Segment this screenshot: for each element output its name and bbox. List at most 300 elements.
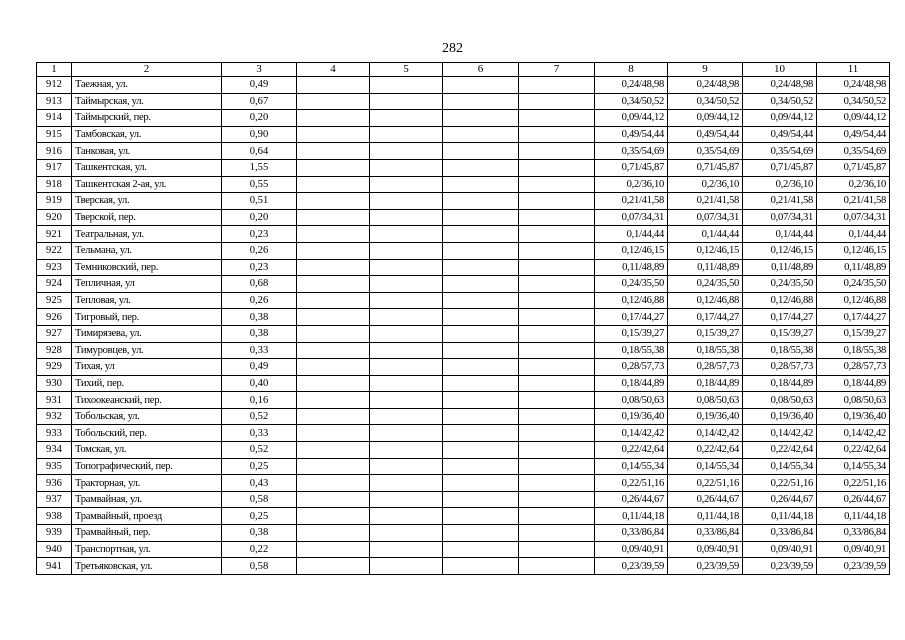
ratio-value: 0,24/35,50 <box>595 276 668 293</box>
table-row <box>37 558 890 575</box>
ratio-value: 0,18/44,89 <box>595 375 668 392</box>
ratio-value: 0,35/54,69 <box>668 143 743 160</box>
empty-cell <box>370 309 443 326</box>
empty-cell <box>443 558 519 575</box>
length-value: 0,43 <box>222 475 297 492</box>
street-name: Транспортная, ул. <box>72 541 222 558</box>
row-number: 912 <box>37 77 72 94</box>
empty-cell <box>297 558 370 575</box>
row-number: 940 <box>37 541 72 558</box>
empty-cell <box>297 375 370 392</box>
empty-cell <box>443 541 519 558</box>
column-header: 2 <box>72 63 222 77</box>
length-value: 0,23 <box>222 226 297 243</box>
ratio-value: 0,1/44,44 <box>743 226 817 243</box>
empty-cell <box>297 93 370 110</box>
empty-cell <box>297 259 370 276</box>
ratio-value: 0,14/55,34 <box>817 458 890 475</box>
empty-cell <box>519 491 595 508</box>
ratio-value: 0,18/44,89 <box>817 375 890 392</box>
empty-cell <box>443 193 519 210</box>
empty-cell <box>370 425 443 442</box>
street-name: Таймырский, пер. <box>72 110 222 127</box>
length-value: 0,64 <box>222 143 297 160</box>
ratio-value: 0,22/42,64 <box>668 442 743 459</box>
ratio-value: 0,14/42,42 <box>743 425 817 442</box>
row-number: 927 <box>37 325 72 342</box>
ratio-value: 0,24/48,98 <box>743 77 817 94</box>
street-name: Трамвайный, пер. <box>72 525 222 542</box>
empty-cell <box>519 508 595 525</box>
street-name: Таежная, ул. <box>72 77 222 94</box>
ratio-value: 0,08/50,63 <box>595 392 668 409</box>
ratio-value: 0,23/39,59 <box>668 558 743 575</box>
table-row <box>37 143 890 160</box>
empty-cell <box>370 259 443 276</box>
length-value: 0,26 <box>222 292 297 309</box>
ratio-value: 0,17/44,27 <box>743 309 817 326</box>
ratio-value: 0,21/41,58 <box>817 193 890 210</box>
empty-cell <box>370 176 443 193</box>
ratio-value: 0,15/39,27 <box>743 325 817 342</box>
empty-cell <box>297 508 370 525</box>
empty-cell <box>370 508 443 525</box>
table-row <box>37 392 890 409</box>
empty-cell <box>370 475 443 492</box>
table-row <box>37 276 890 293</box>
ratio-value: 0,18/44,89 <box>743 375 817 392</box>
ratio-value: 0,24/48,98 <box>817 77 890 94</box>
ratio-value: 0,19/36,40 <box>817 408 890 425</box>
ratio-value: 0,35/54,69 <box>817 143 890 160</box>
table-row <box>37 159 890 176</box>
empty-cell <box>370 491 443 508</box>
empty-cell <box>297 458 370 475</box>
empty-cell <box>519 143 595 160</box>
empty-cell <box>519 458 595 475</box>
row-number: 918 <box>37 176 72 193</box>
ratio-value: 0,07/34,31 <box>668 209 743 226</box>
ratio-value: 0,49/54,44 <box>743 126 817 143</box>
ratio-value: 0,11/48,89 <box>743 259 817 276</box>
table-row <box>37 342 890 359</box>
ratio-value: 0,1/44,44 <box>668 226 743 243</box>
street-name: Таймырская, ул. <box>72 93 222 110</box>
ratio-value: 0,11/44,18 <box>743 508 817 525</box>
empty-cell <box>519 558 595 575</box>
empty-cell <box>297 475 370 492</box>
empty-cell <box>519 159 595 176</box>
street-name: Томская, ул. <box>72 442 222 459</box>
ratio-value: 0,17/44,27 <box>595 309 668 326</box>
empty-cell <box>297 126 370 143</box>
ratio-value: 0,19/36,40 <box>743 408 817 425</box>
row-number: 935 <box>37 458 72 475</box>
ratio-value: 0,35/54,69 <box>743 143 817 160</box>
ratio-value: 0,18/55,38 <box>668 342 743 359</box>
ratio-value: 0,17/44,27 <box>817 309 890 326</box>
ratio-value: 0,33/86,84 <box>817 525 890 542</box>
column-header: 6 <box>443 63 519 77</box>
empty-cell <box>297 110 370 127</box>
ratio-value: 0,1/44,44 <box>817 226 890 243</box>
ratio-value: 0,07/34,31 <box>817 209 890 226</box>
empty-cell <box>443 408 519 425</box>
ratio-value: 0,49/54,44 <box>817 126 890 143</box>
ratio-value: 0,14/55,34 <box>668 458 743 475</box>
street-name: Трамвайный, проезд <box>72 508 222 525</box>
length-value: 0,49 <box>222 77 297 94</box>
length-value: 0,38 <box>222 525 297 542</box>
empty-cell <box>443 226 519 243</box>
street-name: Тепличная, ул <box>72 276 222 293</box>
ratio-value: 0,22/42,64 <box>595 442 668 459</box>
ratio-value: 0,28/57,73 <box>743 359 817 376</box>
row-number: 919 <box>37 193 72 210</box>
empty-cell <box>519 325 595 342</box>
street-name: Тельмана, ул. <box>72 242 222 259</box>
street-name: Тихая, ул <box>72 359 222 376</box>
ratio-value: 0,14/42,42 <box>817 425 890 442</box>
empty-cell <box>443 292 519 309</box>
empty-cell <box>519 93 595 110</box>
empty-cell <box>519 226 595 243</box>
empty-cell <box>519 359 595 376</box>
row-number: 938 <box>37 508 72 525</box>
table-row <box>37 525 890 542</box>
ratio-value: 0,2/36,10 <box>668 176 743 193</box>
ratio-value: 0,26/44,67 <box>668 491 743 508</box>
empty-cell <box>297 226 370 243</box>
empty-cell <box>297 541 370 558</box>
street-name: Театральная, ул. <box>72 226 222 243</box>
empty-cell <box>443 176 519 193</box>
length-value: 0,25 <box>222 458 297 475</box>
table-row <box>37 77 890 94</box>
empty-cell <box>443 77 519 94</box>
empty-cell <box>443 475 519 492</box>
empty-cell <box>443 276 519 293</box>
ratio-value: 0,12/46,15 <box>817 242 890 259</box>
row-number: 936 <box>37 475 72 492</box>
table-row <box>37 126 890 143</box>
ratio-value: 0,24/35,50 <box>743 276 817 293</box>
ratio-value: 0,2/36,10 <box>595 176 668 193</box>
empty-cell <box>370 209 443 226</box>
empty-cell <box>370 226 443 243</box>
ratio-value: 0,24/35,50 <box>668 276 743 293</box>
length-value: 0,67 <box>222 93 297 110</box>
table-row <box>37 193 890 210</box>
column-number-row <box>37 63 890 77</box>
empty-cell <box>519 292 595 309</box>
ratio-value: 0,07/34,31 <box>743 209 817 226</box>
ratio-value: 0,71/45,87 <box>668 159 743 176</box>
street-name: Тверской, пер. <box>72 209 222 226</box>
column-header: 4 <box>297 63 370 77</box>
empty-cell <box>370 442 443 459</box>
row-number: 937 <box>37 491 72 508</box>
empty-cell <box>370 558 443 575</box>
empty-cell <box>519 375 595 392</box>
table-row <box>37 541 890 558</box>
ratio-value: 0,28/57,73 <box>668 359 743 376</box>
ratio-value: 0,22/51,16 <box>595 475 668 492</box>
ratio-value: 0,08/50,63 <box>743 392 817 409</box>
empty-cell <box>443 143 519 160</box>
street-data-table <box>36 62 890 575</box>
empty-cell <box>297 159 370 176</box>
ratio-value: 0,18/44,89 <box>668 375 743 392</box>
street-name: Ташкентская, ул. <box>72 159 222 176</box>
empty-cell <box>519 475 595 492</box>
empty-cell <box>519 77 595 94</box>
table-row <box>37 491 890 508</box>
ratio-value: 0,2/36,10 <box>817 176 890 193</box>
street-name: Ташкентская 2-ая, ул. <box>72 176 222 193</box>
row-number: 916 <box>37 143 72 160</box>
empty-cell <box>443 442 519 459</box>
table-row <box>37 359 890 376</box>
empty-cell <box>519 342 595 359</box>
ratio-value: 0,08/50,63 <box>817 392 890 409</box>
row-number: 917 <box>37 159 72 176</box>
empty-cell <box>443 325 519 342</box>
ratio-value: 0,34/50,52 <box>668 93 743 110</box>
empty-cell <box>519 176 595 193</box>
length-value: 0,22 <box>222 541 297 558</box>
ratio-value: 0,18/55,38 <box>595 342 668 359</box>
column-header: 8 <box>595 63 668 77</box>
ratio-value: 0,33/86,84 <box>668 525 743 542</box>
empty-cell <box>443 425 519 442</box>
street-name: Тракторная, ул. <box>72 475 222 492</box>
empty-cell <box>297 442 370 459</box>
table-row <box>37 442 890 459</box>
ratio-value: 0,21/41,58 <box>743 193 817 210</box>
row-number: 932 <box>37 408 72 425</box>
street-name: Тимуровцев, ул. <box>72 342 222 359</box>
ratio-value: 0,12/46,88 <box>668 292 743 309</box>
ratio-value: 0,09/40,91 <box>817 541 890 558</box>
empty-cell <box>519 193 595 210</box>
column-header: 9 <box>668 63 743 77</box>
ratio-value: 0,35/54,69 <box>595 143 668 160</box>
street-name: Тобольский, пер. <box>72 425 222 442</box>
empty-cell <box>443 159 519 176</box>
empty-cell <box>443 309 519 326</box>
column-header: 3 <box>222 63 297 77</box>
ratio-value: 0,34/50,52 <box>743 93 817 110</box>
empty-cell <box>297 292 370 309</box>
length-value: 0,23 <box>222 259 297 276</box>
street-name: Тимирязева, ул. <box>72 325 222 342</box>
empty-cell <box>370 77 443 94</box>
length-value: 0,68 <box>222 276 297 293</box>
ratio-value: 0,12/46,15 <box>668 242 743 259</box>
ratio-value: 0,21/41,58 <box>668 193 743 210</box>
table-row <box>37 93 890 110</box>
empty-cell <box>519 276 595 293</box>
empty-cell <box>519 110 595 127</box>
ratio-value: 0,34/50,52 <box>817 93 890 110</box>
row-number: 939 <box>37 525 72 542</box>
ratio-value: 0,24/48,98 <box>668 77 743 94</box>
empty-cell <box>443 359 519 376</box>
row-number: 928 <box>37 342 72 359</box>
empty-cell <box>370 110 443 127</box>
ratio-value: 0,09/44,12 <box>668 110 743 127</box>
length-value: 0,52 <box>222 442 297 459</box>
ratio-value: 0,22/51,16 <box>743 475 817 492</box>
ratio-value: 0,14/42,42 <box>595 425 668 442</box>
empty-cell <box>297 491 370 508</box>
ratio-value: 0,09/40,91 <box>668 541 743 558</box>
ratio-value: 0,17/44,27 <box>668 309 743 326</box>
ratio-value: 0,26/44,67 <box>595 491 668 508</box>
ratio-value: 0,28/57,73 <box>595 359 668 376</box>
empty-cell <box>370 193 443 210</box>
length-value: 0,33 <box>222 425 297 442</box>
empty-cell <box>297 359 370 376</box>
empty-cell <box>443 458 519 475</box>
table-row <box>37 259 890 276</box>
length-value: 0,20 <box>222 209 297 226</box>
empty-cell <box>297 309 370 326</box>
ratio-value: 0,11/44,18 <box>817 508 890 525</box>
ratio-value: 0,33/86,84 <box>743 525 817 542</box>
ratio-value: 0,09/44,12 <box>743 110 817 127</box>
row-number: 913 <box>37 93 72 110</box>
ratio-value: 0,18/55,38 <box>817 342 890 359</box>
ratio-value: 0,22/42,64 <box>743 442 817 459</box>
empty-cell <box>519 525 595 542</box>
ratio-value: 0,71/45,87 <box>743 159 817 176</box>
empty-cell <box>519 309 595 326</box>
ratio-value: 0,07/34,31 <box>595 209 668 226</box>
ratio-value: 0,11/48,89 <box>817 259 890 276</box>
column-header: 5 <box>370 63 443 77</box>
ratio-value: 0,2/36,10 <box>743 176 817 193</box>
ratio-value: 0,09/40,91 <box>743 541 817 558</box>
ratio-value: 0,26/44,67 <box>743 491 817 508</box>
street-name: Топографический, пер. <box>72 458 222 475</box>
table-row <box>37 325 890 342</box>
ratio-value: 0,33/86,84 <box>595 525 668 542</box>
ratio-value: 0,14/42,42 <box>668 425 743 442</box>
ratio-value: 0,28/57,73 <box>817 359 890 376</box>
empty-cell <box>443 209 519 226</box>
length-value: 0,16 <box>222 392 297 409</box>
ratio-value: 0,11/44,18 <box>668 508 743 525</box>
table-row <box>37 375 890 392</box>
ratio-value: 0,12/46,88 <box>817 292 890 309</box>
empty-cell <box>370 276 443 293</box>
ratio-value: 0,14/55,34 <box>743 458 817 475</box>
table-row <box>37 242 890 259</box>
row-number: 930 <box>37 375 72 392</box>
table-row <box>37 209 890 226</box>
ratio-value: 0,23/39,59 <box>595 558 668 575</box>
row-number: 924 <box>37 276 72 293</box>
length-value: 0,90 <box>222 126 297 143</box>
ratio-value: 0,12/46,15 <box>743 242 817 259</box>
empty-cell <box>519 126 595 143</box>
row-number: 934 <box>37 442 72 459</box>
street-name: Тепловая, ул. <box>72 292 222 309</box>
empty-cell <box>519 242 595 259</box>
street-name: Танковая, ул. <box>72 143 222 160</box>
column-header: 7 <box>519 63 595 77</box>
empty-cell <box>443 342 519 359</box>
table-row <box>37 425 890 442</box>
ratio-value: 0,09/44,12 <box>595 110 668 127</box>
column-header: 1 <box>37 63 72 77</box>
empty-cell <box>370 342 443 359</box>
empty-cell <box>443 126 519 143</box>
ratio-value: 0,11/44,18 <box>595 508 668 525</box>
ratio-value: 0,15/39,27 <box>817 325 890 342</box>
street-name: Третьяковская, ул. <box>72 558 222 575</box>
empty-cell <box>519 259 595 276</box>
street-name: Тверская, ул. <box>72 193 222 210</box>
ratio-value: 0,11/48,89 <box>668 259 743 276</box>
empty-cell <box>297 408 370 425</box>
length-value: 0,38 <box>222 309 297 326</box>
ratio-value: 0,22/51,16 <box>817 475 890 492</box>
length-value: 0,58 <box>222 558 297 575</box>
empty-cell <box>519 425 595 442</box>
empty-cell <box>297 242 370 259</box>
ratio-value: 0,12/46,88 <box>743 292 817 309</box>
empty-cell <box>370 159 443 176</box>
empty-cell <box>370 541 443 558</box>
length-value: 0,33 <box>222 342 297 359</box>
ratio-value: 0,15/39,27 <box>668 325 743 342</box>
column-header: 10 <box>743 63 817 77</box>
table-row <box>37 475 890 492</box>
length-value: 0,38 <box>222 325 297 342</box>
ratio-value: 0,19/36,40 <box>595 408 668 425</box>
ratio-value: 0,34/50,52 <box>595 93 668 110</box>
table-row <box>37 110 890 127</box>
ratio-value: 0,12/46,88 <box>595 292 668 309</box>
empty-cell <box>443 491 519 508</box>
ratio-value: 0,09/40,91 <box>595 541 668 558</box>
empty-cell <box>519 408 595 425</box>
empty-cell <box>519 541 595 558</box>
empty-cell <box>370 525 443 542</box>
ratio-value: 0,23/39,59 <box>817 558 890 575</box>
column-header: 11 <box>817 63 890 77</box>
empty-cell <box>370 375 443 392</box>
row-number: 915 <box>37 126 72 143</box>
empty-cell <box>297 143 370 160</box>
row-number: 931 <box>37 392 72 409</box>
empty-cell <box>297 193 370 210</box>
row-number: 929 <box>37 359 72 376</box>
empty-cell <box>370 392 443 409</box>
ratio-value: 0,22/51,16 <box>668 475 743 492</box>
table-row <box>37 292 890 309</box>
ratio-value: 0,49/54,44 <box>595 126 668 143</box>
ratio-value: 0,71/45,87 <box>817 159 890 176</box>
length-value: 0,26 <box>222 242 297 259</box>
table-row <box>37 408 890 425</box>
ratio-value: 0,49/54,44 <box>668 126 743 143</box>
row-number: 922 <box>37 242 72 259</box>
street-name: Тигровый, пер. <box>72 309 222 326</box>
